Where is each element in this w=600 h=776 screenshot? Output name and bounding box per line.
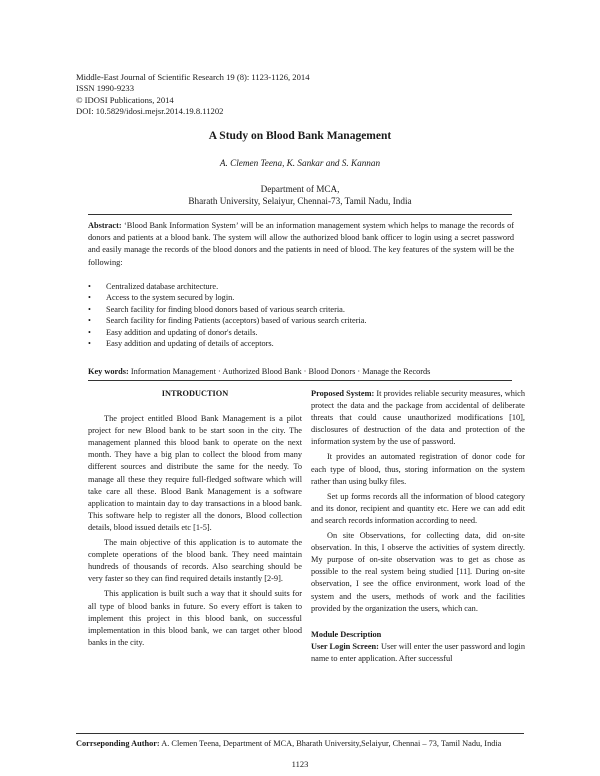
doi: DOI: 10.5829/idosi.mejsr.2014.19.8.11202 (76, 106, 224, 117)
author-list: A. Clemen Teena, K. Sankar and S. Kannan (219, 158, 381, 168)
keywords-text: Information Management · Authorized Blood Bank · Blood Donors · Manage the Records (128, 367, 431, 376)
abstract (88, 220, 514, 269)
journal-citation: Middle-East Journal of Scientific Research 19 (8): 1123-1126, 2014 (76, 72, 310, 82)
paragraph: The main objective of this application is to automate the complete operations of the blood bank. They need maintain hundreds of thousands of records. Also searching should be very faster so they can find required details instantly [2-9]. (88, 538, 302, 584)
list-item: • Access to the system secured by login. (88, 292, 367, 303)
corresponding-author (76, 739, 536, 748)
keywords (88, 367, 514, 376)
issn: ISSN 1990-9233 (76, 83, 135, 94)
left-column (88, 388, 302, 649)
affiliation-institution: Bharath University, Selaiyur, Chennai-73, Tamil Nadu, India (188, 196, 412, 206)
paragraph: Set up forms records all the information of blood category and its donor, recipient and quantity etc. Here we can add edit and search records information according to need. (311, 491, 525, 525)
page-number: 1123 (291, 759, 309, 769)
paragraph: On site Observations, for collecting data, did on-site observation. In this, I observe the activities of system directly. My purpose of on-site observation was to get as chose as possible to the real system being studied [11]. During on-site observation, I see the office environment, work load of the system and the users, methods of work and the facilities provided by the organization the users, which can. (311, 531, 525, 613)
corresponding-author-text: A. Clemen Teena, Department of MCA, Bharath University,Selaiyur, Chennai – 73, Tamil Nadu, India (159, 739, 502, 748)
paragraph: It provides an automated registration of donor code for each type of blood, thus, storing information on the system rather than using bulky files. (311, 452, 525, 486)
paragraph-proposed-system (311, 388, 525, 448)
proposed-system-label: Proposed System: (311, 389, 375, 398)
user-login-label: User Login Screen: (311, 641, 379, 651)
abstract-label: Abstract: (88, 221, 122, 230)
abstract-top-rule (88, 214, 512, 215)
feature-list (88, 281, 367, 349)
paper-title: A Study on Blood Bank Management (208, 130, 392, 142)
list-item: • Easy addition and updating of details of acceptors. (88, 338, 367, 349)
right-column (311, 388, 525, 665)
section-heading-introduction: INTRODUCTION (161, 389, 229, 398)
section-heading-module-description: Module Description (311, 629, 382, 639)
affiliation-department: Department of MCA, (260, 184, 340, 194)
paragraph: This application is built such a way that it should suits for all type of blood banks in future. So every effort is taken to implement this project in this blood bank, on successful implementation in this blood bank, we can target other blood banks in the city. (88, 589, 302, 647)
footer-rule (76, 733, 524, 734)
abstract-text: ‘Blood Bank Information System’ will be an information management system which helps to manage the records of donors and patients at a blood bank. The system will allow the authorized blood bank officer to login using a secret password and easily manage the records of the blood donors and the patients in need of blood. The key features of the system will be the following: (88, 221, 514, 267)
keywords-bottom-rule (88, 380, 512, 381)
keywords-label: Key words: (88, 367, 129, 376)
affiliation (0, 183, 600, 207)
proposed-system-text: It provides reliable security measures, which protect the data and the package from accidental of deliberate threats that could cause unauthorized modifications [10], disclosures of destruction of the data and protection of the information system by the use of password. (311, 389, 525, 447)
corresponding-author-label: Corrseponding Author: (76, 739, 160, 748)
list-item: • Search facility for finding Patients (acceptors) based of various search criteria. (88, 315, 367, 326)
paragraph: The project entitled Blood Bank Management is a pilot project for new Blood bank to be start soon in the city. The management planned this blood bank to operate on the next month. They have a big plan to collect the blood from many different sources and distribute the same for the needy. To manage all these they require full-fledged software which will take care all these. Blood Bank Management is a software application to maintain day to day transactions in a blood bank. This software help to register all the donors, Blood collection details, blood issued details etc [1-5]. (88, 414, 302, 532)
paragraph-user-login (311, 641, 525, 665)
journal-header (76, 72, 310, 118)
copyright: © IDOSI Publications, 2014 (76, 94, 174, 105)
list-item: • Easy addition and updating of donor's details. (88, 327, 367, 338)
list-item: • Centralized database architecture. (88, 281, 367, 292)
user-login-text: User will enter the user password and login name to enter application. After successful (311, 641, 526, 663)
list-item: • Search facility for finding blood donors based of various search criteria. (88, 304, 367, 315)
